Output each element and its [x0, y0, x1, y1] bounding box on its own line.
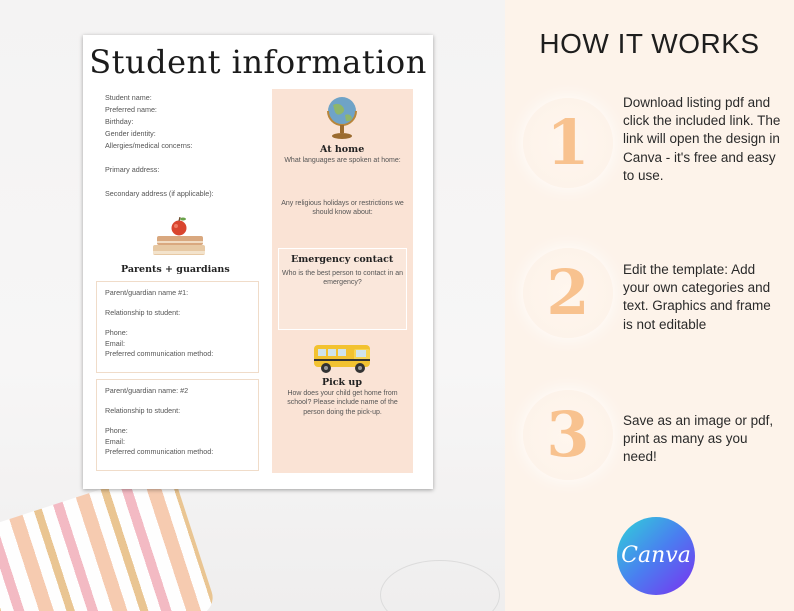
how-it-works-panel: [505, 0, 794, 611]
field-primary-address: Primary address:: [105, 165, 160, 174]
parent2-communication: Preferred communication method:: [105, 447, 214, 456]
parent2-phone: Phone:: [105, 426, 128, 435]
pickup-heading: Pick up: [322, 377, 362, 388]
ribbon-loop: [380, 560, 500, 611]
emergency-box: [278, 248, 407, 330]
field-birthday: Birthday:: [105, 117, 134, 126]
field-gender-identity: Gender identity:: [105, 129, 156, 138]
step-3-number: 3: [523, 390, 613, 480]
parent1-email: Email:: [105, 339, 125, 348]
parent1-relationship: Relationship to student:: [105, 308, 181, 317]
step-3-text: Save as an image or pdf, print as many as you need!: [623, 413, 774, 465]
student-info-sheet: [83, 35, 433, 489]
parents-heading: Parents + guardians: [121, 264, 230, 275]
step-2-text: Edit the template: Add your own categories and text. Graphics and frame is not editable: [623, 262, 771, 332]
how-it-works-title: HOW IT WORKS: [539, 28, 760, 59]
at-home-heading: At home: [320, 144, 365, 155]
books-apple-icon: [149, 217, 209, 259]
school-bus-icon: [310, 337, 376, 377]
pickup-question: How does your child get home from school? Please include name of the person doing the pick-up.: [287, 390, 398, 416]
parent1-name: Parent/guardian name #1:: [105, 288, 189, 297]
step-1-text: Download listing pdf and click the included link. The link will open the design in Canva - it's free and easy to use.: [623, 95, 781, 183]
parent-box-1: [96, 281, 259, 373]
parent1-communication: Preferred communication method:: [105, 349, 214, 358]
emergency-question: Who is the best person to contact in an emergency?: [281, 270, 403, 287]
field-preferred-name: Preferred name:: [105, 105, 157, 114]
parent2-relationship: Relationship to student:: [105, 406, 181, 415]
step-1-number: 1: [523, 98, 613, 188]
emergency-heading: Emergency contact: [291, 254, 394, 265]
peach-column: [272, 89, 413, 473]
at-home-languages: What languages are spoken at home:: [284, 157, 401, 164]
field-student-name: Student name:: [105, 93, 152, 102]
sheet-title: Student information: [89, 43, 427, 81]
globe-icon: [324, 93, 360, 141]
parent1-phone: Phone:: [105, 328, 128, 337]
parent2-name: Parent/guardian name: #2: [105, 386, 189, 395]
canva-logo: Canva: [617, 517, 695, 595]
parent-box-2: [96, 379, 259, 471]
at-home-religious: Any religious holidays or restrictions we should know about:: [281, 200, 404, 217]
step-2-number: 2: [523, 248, 613, 338]
field-secondary-address: Secondary address (if applicable):: [105, 189, 214, 198]
field-allergies: Allergies/medical concerns:: [105, 141, 193, 150]
parent2-email: Email:: [105, 437, 125, 446]
